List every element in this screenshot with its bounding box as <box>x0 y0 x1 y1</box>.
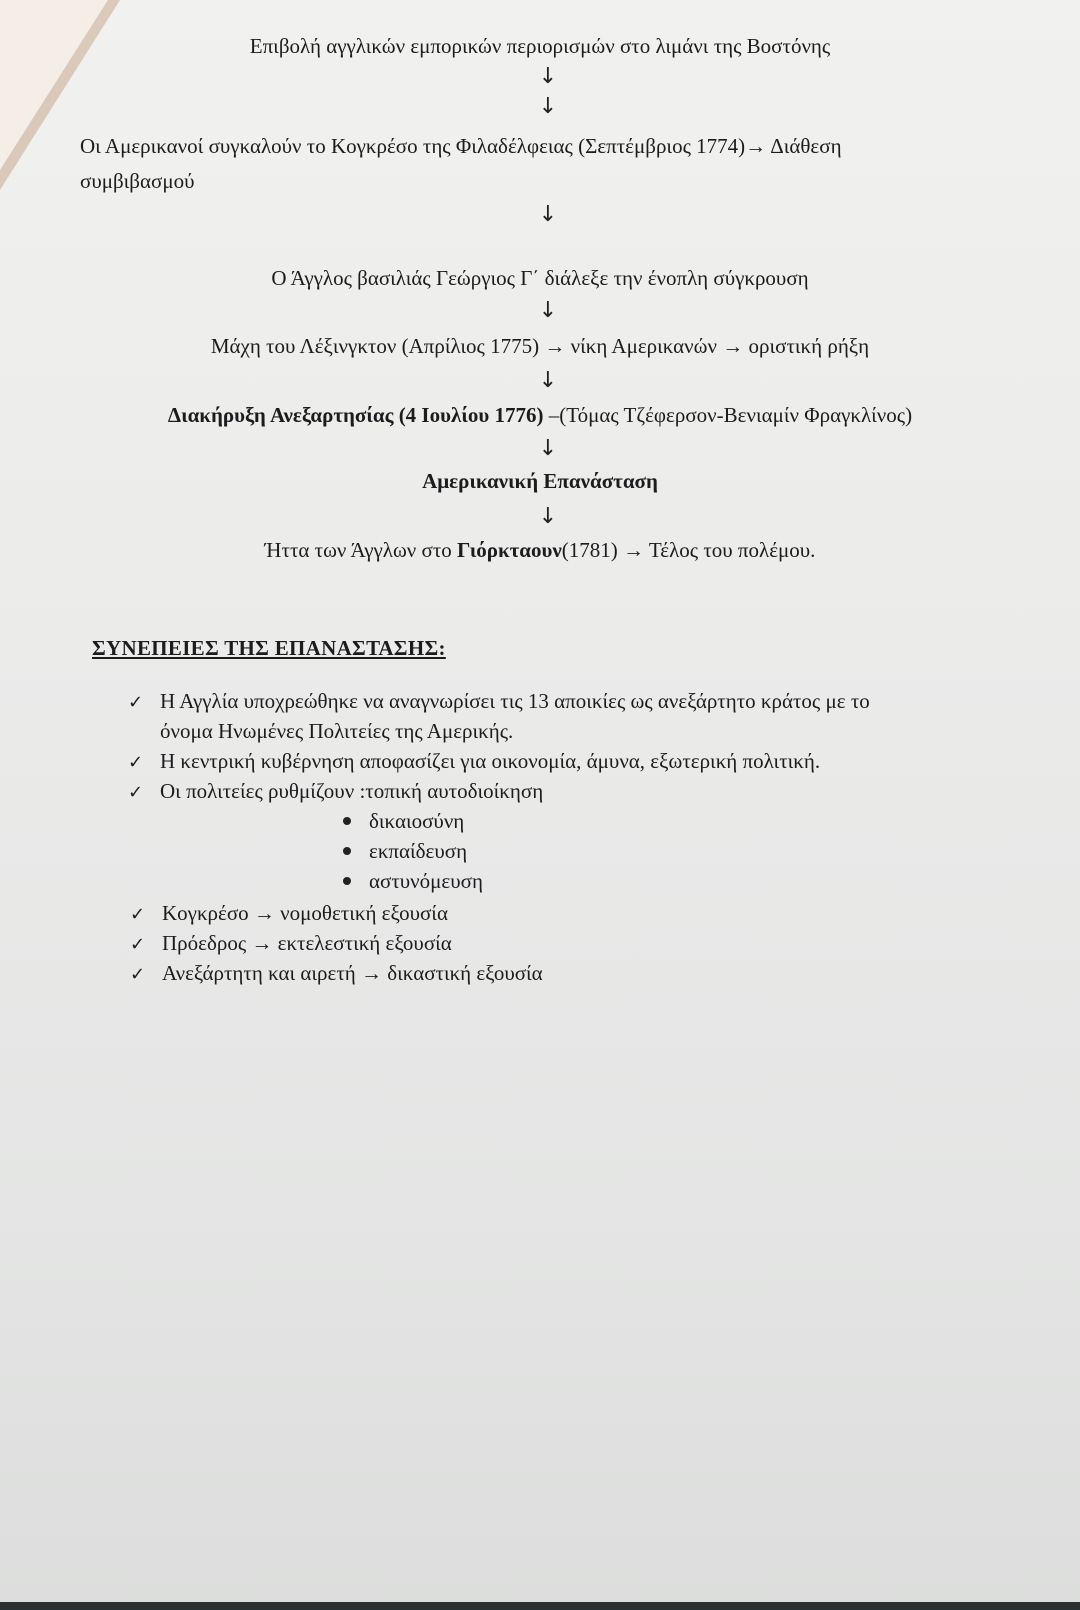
sub-item-text: εκπαίδευση <box>369 839 468 863</box>
flow-step-revolution <box>0 468 1080 494</box>
consequence-text: Ανεξάρτητη και αιρετή → δικαστική εξουσία <box>162 961 543 985</box>
check-mark-icon: ✓ <box>130 934 146 955</box>
bullet-dot-icon <box>343 877 351 885</box>
sub-item-justice <box>343 808 464 834</box>
consequence-item-central-government <box>128 748 820 776</box>
page-bottom-edge <box>0 1602 1080 1610</box>
consequence-item-recognition-cont: όνομα Ηνωμένες Πολιτείες της Αμερικής. <box>160 719 514 743</box>
check-mark-icon: ✓ <box>128 782 144 803</box>
down-arrow-icon: ↓ <box>538 298 558 323</box>
check-mark-icon: ✓ <box>128 692 144 713</box>
flow-step-yorktown <box>0 537 1080 563</box>
down-arrow-icon: ↓ <box>538 368 558 393</box>
flow-step-boston-restrictions: Επιβολή αγγλικών εμπορικών περιορισμών στο λιμάνι της Βοστόνης <box>249 34 831 58</box>
consequence-item-recognition <box>128 688 870 716</box>
flow-step-philadelphia-congress: Οι Αμερικανοί συγκαλούν το Κογκρέσο της Φιλαδέλφειας (Σεπτέμβριος 1774)→ Διάθεση <box>80 134 842 158</box>
consequence-item-states <box>128 778 543 806</box>
consequence-item-judiciary <box>130 960 543 988</box>
down-arrow-icon: ↓ <box>538 436 558 461</box>
check-mark-icon: ✓ <box>130 964 146 985</box>
sub-item-education <box>343 838 467 864</box>
check-mark-icon: ✓ <box>128 752 144 773</box>
consequence-item-congress <box>130 900 448 928</box>
consequence-text: Κογκρέσο → νομοθετική εξουσία <box>162 901 448 925</box>
revolution-label: Αμερικανική Επανάσταση <box>422 469 658 493</box>
sub-item-text: αστυνόμευση <box>369 869 483 893</box>
flow-step-philadelphia-congress-cont: συμβιβασμού <box>80 169 195 193</box>
flow-step-king-george: Ο Άγγλος βασιλιάς Γεώργιος Γ΄ διάλεξε την ένοπλη σύγκρουση <box>271 266 809 290</box>
down-arrow-icon: ↓ <box>538 504 558 529</box>
declaration-title: Διακήρυξη Ανεξαρτησίας (4 Ιουλίου 1776) <box>167 403 544 427</box>
consequence-text: Οι πολιτείες ρυθμίζουν :τοπική αυτοδιοίκηση <box>160 779 544 803</box>
yorktown-pre: Ήττα των Άγγλων στο <box>264 538 458 562</box>
bullet-dot-icon <box>343 817 351 825</box>
consequence-text: Πρόεδρος → εκτελεστική εξουσία <box>162 931 452 955</box>
consequences-heading: ΣΥΝΕΠΕΙΕΣ ΤΗΣ ΕΠΑΝΑΣΤΑΣΗΣ: <box>92 636 446 660</box>
down-arrow-icon: ↓ <box>538 64 558 89</box>
bullet-dot-icon <box>343 847 351 855</box>
flow-step-declaration <box>0 402 1080 428</box>
yorktown-name: Γιόρκταουν <box>457 538 562 562</box>
flow-step-lexington: Μάχη του Λέξινγκτον (Απρίλιος 1775) → νίκη Αμερικανών → οριστική ρήξη <box>210 334 870 358</box>
consequence-text: Η κεντρική κυβέρνηση αποφασίζει για οικονομία, άμυνα, εξωτερική πολιτική. <box>160 749 821 773</box>
sub-item-text: δικαιοσύνη <box>369 809 465 833</box>
sub-item-policing <box>343 868 483 894</box>
yorktown-post: (1781) → Τέλος του πολέμου. <box>561 538 816 562</box>
check-mark-icon: ✓ <box>130 904 146 925</box>
consequence-item-president <box>130 930 452 958</box>
down-arrow-icon: ↓ <box>538 202 558 227</box>
declaration-authors: –(Τόμας Τζέφερσον-Βενιαμίν Φραγκλίνος) <box>543 403 913 427</box>
down-arrow-icon: ↓ <box>538 94 558 119</box>
consequence-text: Η Αγγλία υποχρεώθηκε να αναγνωρίσει τις 13 αποικίες ως ανεξάρτητο κράτος με το <box>160 689 870 713</box>
